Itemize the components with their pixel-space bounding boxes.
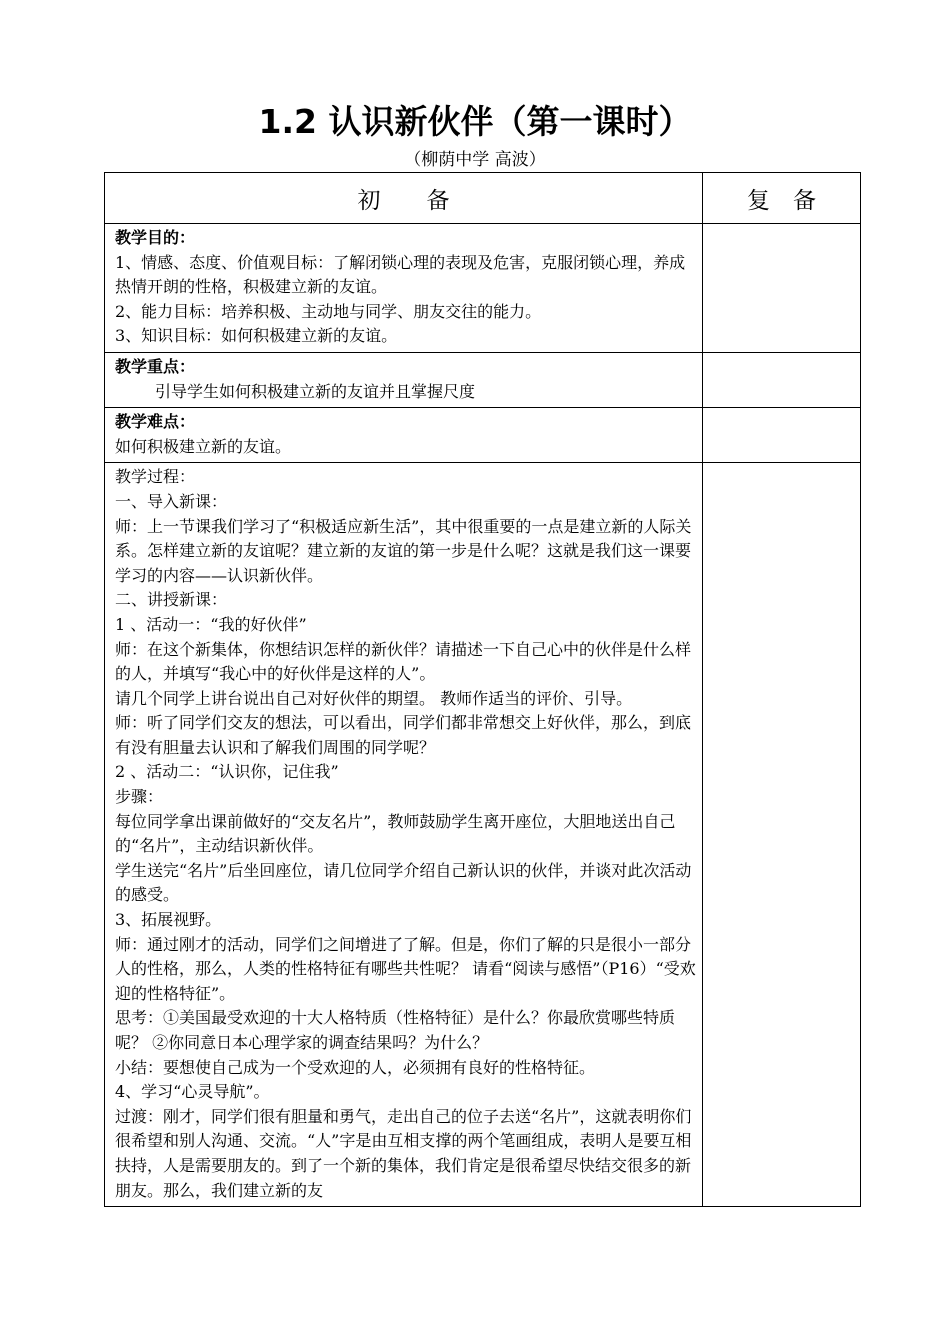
process-line: 一、导入新课： xyxy=(115,491,228,511)
review-cell xyxy=(703,408,861,463)
process-line: 步骤： xyxy=(115,787,164,807)
header-review-prep: 复 备 xyxy=(703,173,861,224)
lesson-plan-table xyxy=(104,172,861,1207)
process-line: 请几个同学上讲台说出自己对好伙伴的期望。 教师作适当的评价、引导。 xyxy=(115,688,633,708)
key-points-label: 教学重点： xyxy=(115,356,196,376)
objective-line: 3、知识目标：如何积极建立新的友谊。 xyxy=(115,326,398,346)
difficulties-cell xyxy=(105,408,703,463)
review-cell xyxy=(703,463,861,1207)
objective-line: 2、能力目标：培养积极、主动地与同学、朋友交往的能力。 xyxy=(115,301,542,321)
process-line: 师：上一节课我们学习了“积极适应新生活”，其中很重要的一点是建立新的人际关系。怎样建立新的友谊呢？建立新的友谊的第一步是什么呢？这就是我们这一课要学习的内容——认识新伙伴。 xyxy=(115,516,692,585)
process-line: 师：在这个新集体，你想结识怎样的新伙伴？请描述一下自己心中的伙伴是什么样的人，并填写“我心中的好伙伴是这样的人”。 xyxy=(115,639,692,684)
process-line: 2 、活动二：“认识你，记住我” xyxy=(115,762,339,782)
key-points-text: 引导学生如何积极建立新的友谊并且掌握尺度 xyxy=(155,381,476,401)
review-cell xyxy=(703,352,861,407)
difficulties-label: 教学难点： xyxy=(115,412,196,432)
process-line: 学生送完“名片”后坐回座位，请几位同学介绍自己新认识的伙伴，并谈对此次活动的感受。 xyxy=(115,860,692,905)
process-line: 3、拓展视野。 xyxy=(115,910,222,930)
objective-line: 1、情感、态度、价值观目标：了解闭锁心理的表现及危害，克服闭锁心理，养成热情开朗的性格，积极建立新的友谊。 xyxy=(115,252,686,297)
objectives-row xyxy=(105,224,861,353)
process-row xyxy=(105,463,861,1207)
difficulties-text: 如何积极建立新的友谊。 xyxy=(115,436,292,456)
process-line: 每位同学拿出课前做好的“交友名片”，教师鼓励学生离开座位，大胆地送出自己的“名片”，主动结识新伙伴。 xyxy=(115,811,676,856)
process-cell xyxy=(105,463,703,1207)
process-label: 教学过程： xyxy=(115,467,196,487)
process-line: 过渡：刚才，同学们很有胆量和勇气，走出自己的位子去送“名片”，这就表明你们很希望和别人沟通、交流。“人”字是由互相支撑的两个笔画组成，表明人是要互相扶持，人是需要朋友的。到了一个新的集体，我们肯定是很希望尽快结交很多的新朋友。那么，我们建立新的友 xyxy=(115,1106,692,1200)
table-header-row xyxy=(105,173,861,224)
process-line: 4、学习“心灵导航”。 xyxy=(115,1082,270,1102)
objectives-cell xyxy=(105,224,703,353)
page-title: 1.2 认识新伙伴（第一课时） xyxy=(258,102,692,141)
process-line: 师：听了同学们交友的想法，可以看出，同学们都非常想交上好伙伴，那么，到底有没有胆量去认识和了解我们周围的同学呢？ xyxy=(115,713,692,757)
process-line: 师：通过刚才的活动，同学们之间增进了了解。但是，你们了解的只是很小一部分人的性格，那么，人类的性格特征有哪些共性呢？ 请看“阅读与感悟”（P16）“受欢迎的性格特征”。 xyxy=(115,934,696,1003)
objectives-label: 教学目的： xyxy=(115,228,196,247)
process-line: 二、讲授新课： xyxy=(115,590,228,610)
key-points-row xyxy=(105,352,861,407)
process-line: 思考：①美国最受欢迎的十大人格特质（性格特征）是什么？你最欣赏哪些特质呢？ ②你同意日本心理学家的调查结果吗？为什么？ xyxy=(115,1008,676,1052)
review-cell xyxy=(703,224,861,353)
difficulties-row xyxy=(105,408,861,463)
author-subtitle: （柳荫中学 高波） xyxy=(404,150,546,170)
header-initial-prep: 初 备 xyxy=(105,173,703,224)
key-points-cell xyxy=(105,352,703,407)
process-line: 小结：要想使自己成为一个受欢迎的人，必须拥有良好的性格特征。 xyxy=(115,1057,596,1077)
process-line: 1 、活动一：“我的好伙伴” xyxy=(115,614,307,634)
